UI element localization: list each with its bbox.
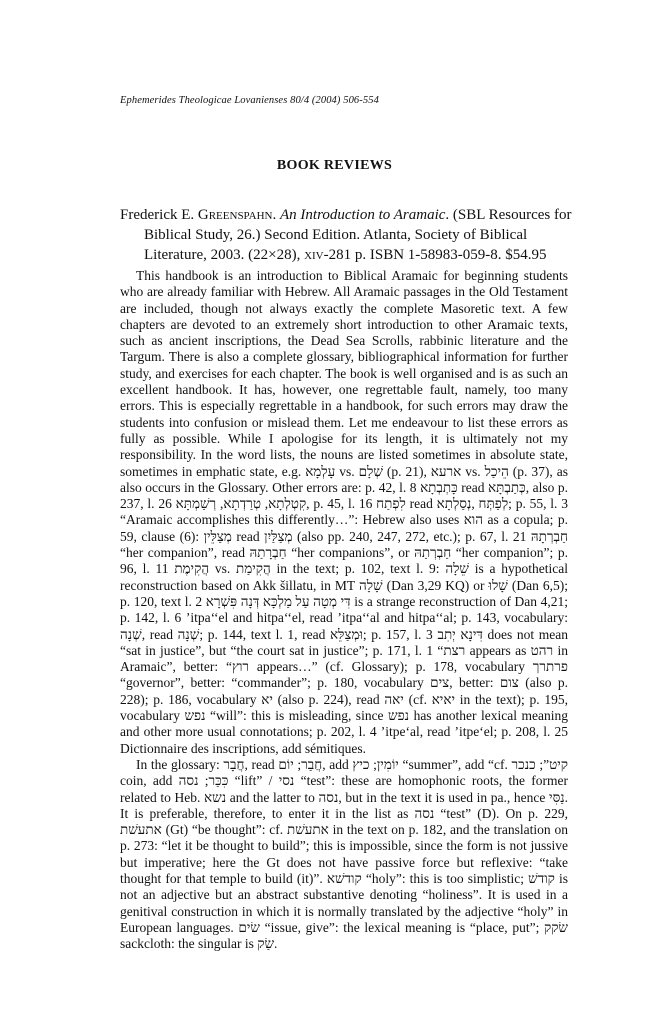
review-paragraph-1: This handbook is an introduction to Biblical Aramaic for beginning students who are already familiar with Hebrew. All Aramaic passages in the Old Testament are included, though not always exactly the complete Masoretic text. A few chapters are devoted to an extremely short introduction to other Aramaic texts, such as ancient inscriptions, the Dead Sea Scrolls, rabbinic literature and the Targum. There is also a complete glossary, bibliographical information for further study, and exercises for each chapter. The book is well organised and is as such an excellent handbook. It has, however, one regrettable fault, namely, too many errors. This is especially regrettable in a handbook, for such errors may draw the students into confusion or mislead them. Let me endeavour to list these errors as fully as possible. While I apologise for its length, it is ultimately not my responsibility. In the word lists, the nouns are listed sometimes in absolute state, sometimes in emphatic state, e.g. עָלְמָא vs. שְׁלָם (p. 21), ארעא vs. הֵיכַל (p. 37), as also occurs in the Glossary. Other errors are: p. 42, l. 8 כָּתְבְתָא read כְּתַבְתָּא, also p. 237, l. 26 קִטְלְתָא, טְרַדְתָא, רְשַׁמְתָּא, p. 45, l. 16 לִפְתַח read לְפַתְּח ,נְסַלְתָא; p. 55, l. 3 “Aramaic accomplishes this differently…”: Hebrew also uses הוא as a copula; p. 59, clause (6): מְצַלֵּין read מְצַלַּיִן (also pp. 240, 247, 272, etc.); p. 67, l. 21 חַבְרְתָהּ “her companion”, read חַבְרָתַהּ “her companions”, or חַבְרְתַהּ “her companion”; p. 96, l. 11 הֲקִימֶת vs. הֲקִימַת in the text; p. 102, text l. 9: שֵׁלָה is a hypothetical reconstruction based on Akk šillatu, in MT שָׁלָה (Dan 3,29 KQ) or שָׁלוּ (Dan 6,5); p. 120, text l. 2 דִּי מְטָה עַל מַלְכָּא דְּנָה פִּשְׁרָא is a strange reconstruction of Dan 4,21; p. 142, l. 6 ’itpa‘‘el and hitpa‘‘el, read ’itpa‘‘al and hitpa‘‘al; p. 143, vocabulary: שְׁנָה, read שְׁנָה; p. 144, text l. 1, read וּמְצַלֵּא; p. 157, l. 3 דִּינָא יְתִב does not mean “sat in justice”, but “the court sat in justice”; p. 171, l. 1 “רצת appears as רהט in Aramaic”, better: “רוץ appears…” (cf. Glossary); p. 178, vocabulary פרתרך “governor”, better: “commander”; p. 180, vocabulary צים, better: צום (also p. 228); p. 186, vocabulary יא (also p. 224), read יאה (cf. יאיא in the text); p. 195, vocabulary נפש “will”: this is misleading, since נפש has another lexical meaning and other more usual connotations; p. 202, l. 4 ’itpe‘al, read ’itpe‘el; p. 208, l. 25 Dictionnaire des inscriptions, add sémitiques. [120,268,569,756]
review-body [120,268,568,952]
citation-pages-roman: xiv [304,247,324,263]
author-first: Frederick E. [120,207,195,223]
book-citation: Frederick E. Greenspahn. An Introduction to Aramaic. (SBL Resources for Biblical Study, 26.) Second Edition. Atlanta, Society of Biblical Literature, 2003. (22×28), xiv-281 p. ISBN 1-58983-059-8. $54.95 [120,207,572,263]
citation-details-1: . (SBL Resources for Biblical Study, 26.) Second Edition. Atlanta, Society of Biblical Literature, 2003. (22×28), [144,207,572,263]
section-title: BOOK REVIEWS [276,158,393,173]
book-title: An Introduction to Aramaic [280,207,446,223]
review-paragraph-2: In the glossary: חֲבָר, read חֲבַר; יוֹם, add יוֹמִין; כיץ “summer”, add “cf. קיט”; כנכר coin, add כִּכַּר; נסה “lift” / נסי “test”: these are homophonic roots, the former related to Heb. נשא and the latter to נסה, but in the text it is used in pa., hence נַסִּי. It is preferable, therefore, to enter it in the list as נסה “test” (D). On p. 229, אתעשׁת (Gt) “be thought”: cf. אתעשׁת in the text on p. 182, and the translation on p. 273: “let it be thought to build”; this is impossible, since the form is not jussive but imperative; here the Gt does not have passive force but reflexive: “take thought for that temple to build (it)”. קודשׁא “holy”: this is too simplistic; קודשׁ is not an adjective but an abstract substantive denoting “holiness”. It is used in a genitival construction in which it is normally translated by the adjective “holy” in European languages. שׂים “issue, give”: the lexical meaning is “place, put”; שׂקק sackcloth: the singular is שַׂק. [120,756,569,952]
author-last: Greenspahn [197,207,273,223]
journal-header: Ephemerides Theologicae Lovanienses 80/4 (2004) 506-554 [120,95,379,106]
citation-details-2: -281 p. ISBN 1-58983-059-8. $54.95 [323,247,547,263]
